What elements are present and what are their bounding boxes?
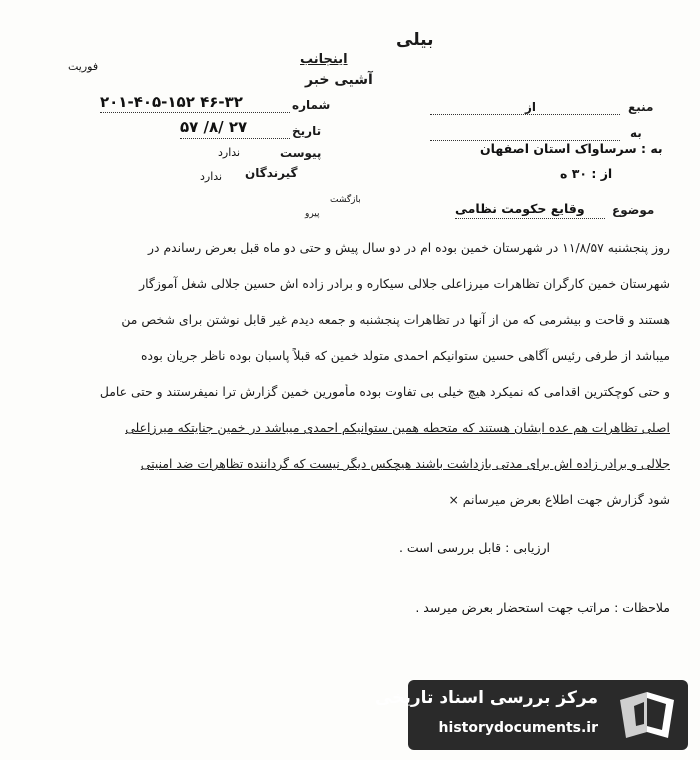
classification-stamp: بیلی <box>396 30 434 50</box>
body-line-5: و حتی کوچکترین اقدامی که نمیکرد هیچ خیلی بی تفاوت بوده مأمورین خمین گزارش ترا نمیفرستند و حتی عامل <box>99 384 670 399</box>
annotation-followup: پیرو <box>305 209 320 219</box>
ref-value: ۴۶-۳۲ ۲۰۱-۴۰۵-۱۵۲ <box>100 93 243 111</box>
body-line-6: اصلی تظاهرات هم عده ایشان هستند که متحطه همین ستوانیکم احمدی میباشد در خمین جنایتکه میرزاعلی <box>125 420 670 435</box>
body-line-2: شهرستان خمین کارگران تظاهرات میرزاعلی جلالی سیکاره و برادر زاده اش حسین جلالی شغل آموزگار <box>139 276 670 291</box>
subject-label: موضوع <box>612 203 655 217</box>
source-label-1: منبع <box>628 100 654 114</box>
body-line-3: هستند و قاحت و بیشرمی که من از آنها در تظاهرات پنجشنبه و جمعه دیدم غیر قابل نوشتن برای شخص من <box>121 312 670 327</box>
attach-label: پیوست <box>280 146 322 160</box>
archive-logo <box>375 680 688 750</box>
source-line-1 <box>430 114 620 115</box>
date-value: ۲۷ /۸/ ۵۷ <box>180 118 248 136</box>
date-label: تاریخ <box>292 124 322 138</box>
remarks-note: ملاحظات : مراتب جهت استحضار بعرض میرسد . <box>415 600 670 615</box>
source-from-1: از <box>525 100 537 114</box>
evaluation-note: ارزیابی : قابل بررسی است . <box>398 540 550 555</box>
annotation-return: بازگشت <box>330 195 361 205</box>
archive-site: historydocuments.ir <box>438 720 598 736</box>
priority-label: فوریت <box>68 60 99 73</box>
subject-line <box>455 218 605 219</box>
archive-name: مرکز بررسی اسناد تاریخی <box>375 688 598 708</box>
recipients-label: گیرندگان <box>245 166 298 180</box>
attach-value: ندارد <box>218 146 241 159</box>
body-line-1: روز پنجشنبه ۱۱/۸/۵۷ در شهرستان خمین بوده ام در دو سال پیش و حتی دو ماه قبل بعرض رساندم در <box>148 240 670 255</box>
stamp-subtitle: آشیی خبر <box>305 72 373 88</box>
ref-line <box>100 112 290 113</box>
recipients-value: ندارد <box>200 170 223 183</box>
to-label: به <box>630 126 642 140</box>
destination-line: به : سرساواک استان اصفهان <box>480 141 663 156</box>
stamp-line: اینجانب <box>300 52 348 67</box>
body-line-7: جلالی و برادر زاده اش برای مدتی بازداشت باشند هیچکس دیگر نیست که گرداننده تظاهرات ضد امنیتی <box>140 456 670 471</box>
date-line <box>180 138 290 139</box>
body-line-4: میباشد از طرفی رئیس آگاهی حسین ستوانیکم احمدی متولد خمین که قبلاً پاسبان بوده ناظر جریان بوده <box>140 348 670 363</box>
subject-value: وقایع حکومت نظامی <box>455 201 585 216</box>
book-emblem-icon <box>616 688 678 744</box>
ref-label: شماره <box>292 98 331 112</box>
code-line: از : ۳۰ ه <box>560 166 613 181</box>
body-line-8: شود گزارش جهت اطلاع بعرض میرسانم × <box>448 492 670 507</box>
